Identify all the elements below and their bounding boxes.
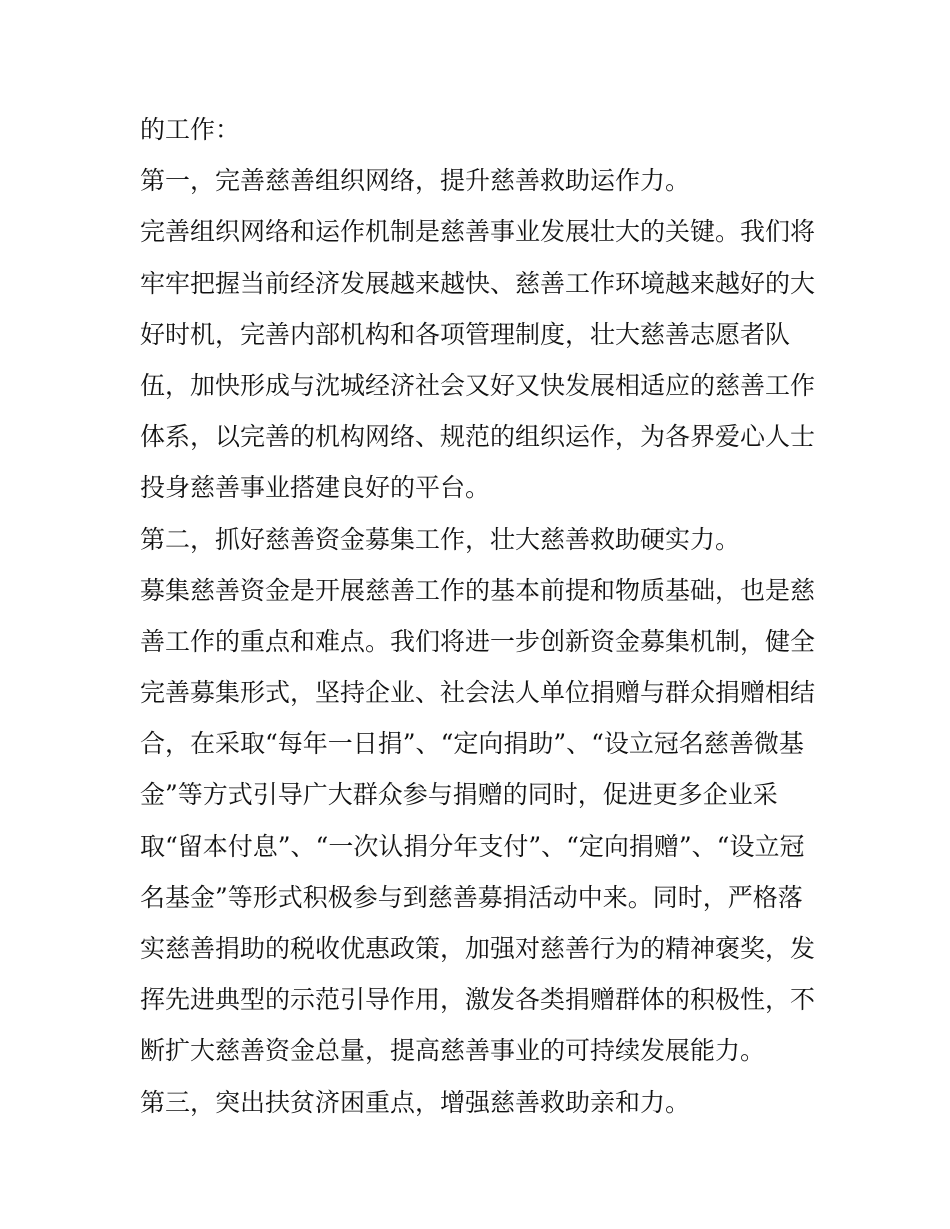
section-heading-2: 第二，抓好慈善资金募集工作，壮大慈善救助硬实力。 (140, 524, 741, 554)
text-line: 挥先进典型的示范引导作用，激发各类捐赠群体的积极性，不 (140, 985, 816, 1015)
text-line: 好时机，完善内部机构和各项管理制度，壮大慈善志愿者队 (140, 319, 791, 349)
text-line: 金”等方式引导广大群众参与捐赠的同时，促进更多企业采 (140, 780, 778, 810)
text-line: 伍，加快形成与沈城经济社会又好又快发展相适应的慈善工作 (140, 370, 816, 400)
text-line: 投身慈善事业搭建良好的平台。 (140, 473, 491, 503)
text-line: 取“留本付息”、“一次认捐分年支付”、“定向捐赠”、“设立冠 (140, 831, 805, 861)
text-line: 实慈善捐助的税收优惠政策，加强对慈善行为的精神褒奖，发 (140, 934, 816, 963)
text-line: 善工作的重点和难点。我们将进一步创新资金募集机制，健全 (140, 626, 816, 656)
text-line: 牢牢把握当前经济发展越来越快、慈善工作环境越来越好的大 (140, 268, 816, 298)
document-body (140, 104, 830, 1128)
text-line: 体系，以完善的机构网络、规范的组织运作，为各界爱心人士 (140, 422, 816, 452)
section-heading-1: 第一，完善慈善组织网络，提升慈善救助运作力。 (140, 166, 691, 196)
text-line: 募集慈善资金是开展慈善工作的基本前提和物质基础，也是慈 (140, 575, 816, 605)
section-heading-3: 第三，突出扶贫济困重点，增强慈善救助亲和力。 (140, 1087, 691, 1117)
text-line: 名基金”等形式积极参与到慈善募捐活动中来。同时，严格落 (140, 882, 803, 912)
text-line: 完善募集形式，坚持企业、社会法人单位捐赠与群众捐赠相结 (140, 678, 816, 708)
text-line: 的工作： (140, 115, 241, 144)
text-line: 完善组织网络和运作机制是慈善事业发展壮大的关键。我们将 (140, 217, 816, 247)
text-line: 合，在采取“每年一日捐”、“定向捐助”、“设立冠名慈善微基 (140, 729, 804, 759)
text-line: 断扩大慈善资金总量，提高慈善事业的可持续发展能力。 (140, 1036, 766, 1066)
